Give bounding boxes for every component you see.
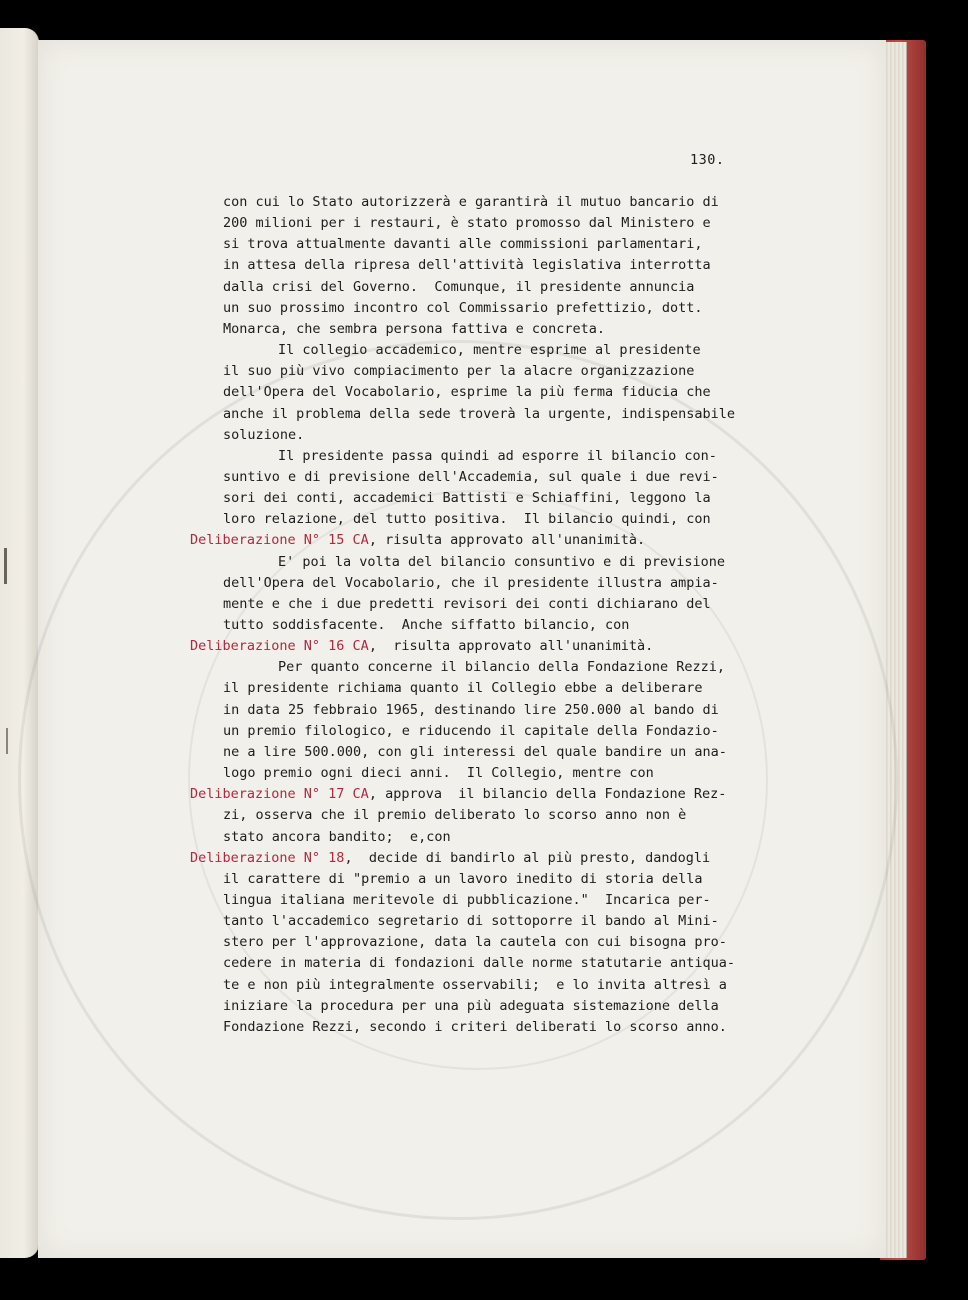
deliberation-line (190, 531, 645, 549)
line-text: stato ancora bandito; e,con (223, 828, 451, 845)
text-line (223, 426, 304, 444)
line-text: il carattere di "premio a un lavoro inedito di storia della (223, 870, 703, 887)
line-text: si trova attualmente davanti alle commissioni parlamentari, (223, 236, 703, 253)
deliberation-reference: Deliberazione N° 16 CA (190, 638, 369, 655)
line-text: il presidente richiama quanto il Collegio ebbe a deliberare (223, 680, 703, 697)
line-text: in data 25 febbraio 1965, destinando lire 250.000 al bando di (223, 701, 719, 718)
line-text: , risulta approvato all'unanimità. (368, 638, 654, 655)
line-text: stero per l'approvazione, data la cautela con cui bisogna pro- (223, 934, 727, 951)
text-line (278, 553, 725, 571)
line-text: iniziare la procedura per una più adeguata sistemazione della (223, 997, 719, 1014)
text-line (223, 997, 719, 1015)
line-text: , decide di bandirlo al più presto, dandogli (344, 849, 711, 866)
text-line (223, 299, 703, 317)
line-text: Il collegio accademico, mentre esprime al presidente (278, 342, 701, 359)
text-line (223, 912, 719, 930)
line-text: logo premio ogni dieci anni. Il Collegio, mentre con (223, 765, 654, 782)
text-line (223, 828, 451, 846)
line-text: zi, osserva che il premio deliberato lo scorso anno non è (223, 807, 687, 824)
text-line (223, 405, 735, 423)
text-line (223, 595, 711, 613)
text-line (223, 383, 711, 401)
deliberation-reference: Deliberazione N° 15 CA (190, 532, 369, 549)
line-text: Il presidente passa quindi ad esporre il bilancio con- (278, 447, 717, 464)
line-text: dell'Opera del Vocabolario, che il presidente illustra ampia- (223, 574, 719, 591)
text-line (278, 447, 717, 465)
text-line (223, 489, 711, 507)
line-text: dalla crisi del Governo. Comunque, il presidente annuncia (223, 278, 695, 295)
text-line (223, 806, 686, 824)
line-text: tutto soddisfacente. Anche siffatto bilancio, con (223, 617, 630, 633)
line-text: Monarca, che sembra persona fattiva e concreta. (223, 320, 606, 337)
text-line (223, 256, 711, 274)
text-line (223, 679, 703, 697)
line-text: E' poi la volta del bilancio consuntivo e di previsione (278, 553, 726, 570)
text-line (223, 193, 719, 211)
line-text: cedere in materia di fondazioni dalle norme statutarie antiqua- (223, 955, 736, 972)
text-line (223, 764, 654, 782)
line-text: , risulta approvato all'unanimità. (368, 532, 646, 549)
line-text: mente e che i due predetti revisori dei conti dichiarano del (223, 595, 711, 612)
text-line (223, 891, 711, 909)
document-page (38, 40, 886, 1258)
line-text: il suo più vivo compiacimento per la alacre organizzazione (223, 363, 695, 380)
deliberation-reference: Deliberazione N° 17 CA (190, 786, 369, 803)
line-text: un suo prossimo incontro col Commissario prefettizio, dott. (223, 299, 703, 316)
line-text: con cui lo Stato autorizzerà e garantirà il mutuo bancario di (223, 194, 719, 210)
left-page-edge (0, 28, 39, 1258)
line-text: anche il problema della sede troverà la urgente, indispensabile (223, 405, 736, 422)
line-text: 200 milioni per i restauri, è stato promosso dal Ministero e (223, 215, 711, 232)
text-line (223, 278, 694, 296)
line-text: in attesa della ripresa dell'attività legislativa interrotta (223, 257, 711, 274)
line-text: un premio filologico, e riducendo il capitale della Fondazio- (223, 722, 719, 739)
line-text: dell'Opera del Vocabolario, esprime la più ferma fiducia che (223, 384, 711, 401)
text-line (278, 341, 701, 359)
line-text: Fondazione Rezzi, secondo i criteri deliberati lo scorso anno. (223, 1018, 727, 1035)
text-line (223, 743, 727, 761)
line-text: sori dei conti, accademici Battisti e Schiaffini, leggono la (223, 490, 711, 507)
text-line (223, 933, 727, 951)
text-line (223, 235, 703, 253)
deliberation-line (190, 637, 653, 655)
line-text: Per quanto concerne il bilancio della Fondazione Rezzi, (278, 659, 726, 676)
text-line (223, 701, 719, 719)
deliberation-line (190, 849, 710, 867)
deliberation-reference: Deliberazione N° 18 (190, 849, 345, 866)
line-text: suntivo e di previsione dell'Accademia, sul quale i due revi- (223, 468, 719, 485)
line-text: soluzione. (223, 426, 305, 443)
deliberation-line (190, 785, 726, 803)
text-line (223, 616, 629, 634)
text-line (223, 722, 719, 740)
text-line (223, 468, 719, 486)
text-line (278, 658, 725, 676)
line-text: , approva il bilancio della Fondazione Rez- (368, 786, 727, 803)
text-line (223, 976, 727, 994)
text-line (223, 954, 735, 972)
line-text: tanto l'accademico segretario di sottoporre il bando al Mini- (223, 913, 719, 930)
text-line (223, 510, 711, 528)
line-text: te e non più integralmente osservabili; e lo invita altresì a (223, 976, 727, 993)
line-text: lingua italiana meritevole di pubblicazione." Incarica per- (223, 891, 711, 908)
text-line (223, 1018, 727, 1036)
text-line (223, 574, 719, 592)
text-line (223, 214, 711, 232)
line-text: ne a lire 500.000, con gli interessi del quale bandire un ana- (223, 743, 727, 760)
text-line (223, 320, 605, 338)
line-text: loro relazione, del tutto positiva. Il bilancio quindi, con (223, 511, 711, 528)
text-line (223, 870, 703, 888)
page-number: 130. (690, 152, 725, 168)
text-line (223, 362, 694, 380)
